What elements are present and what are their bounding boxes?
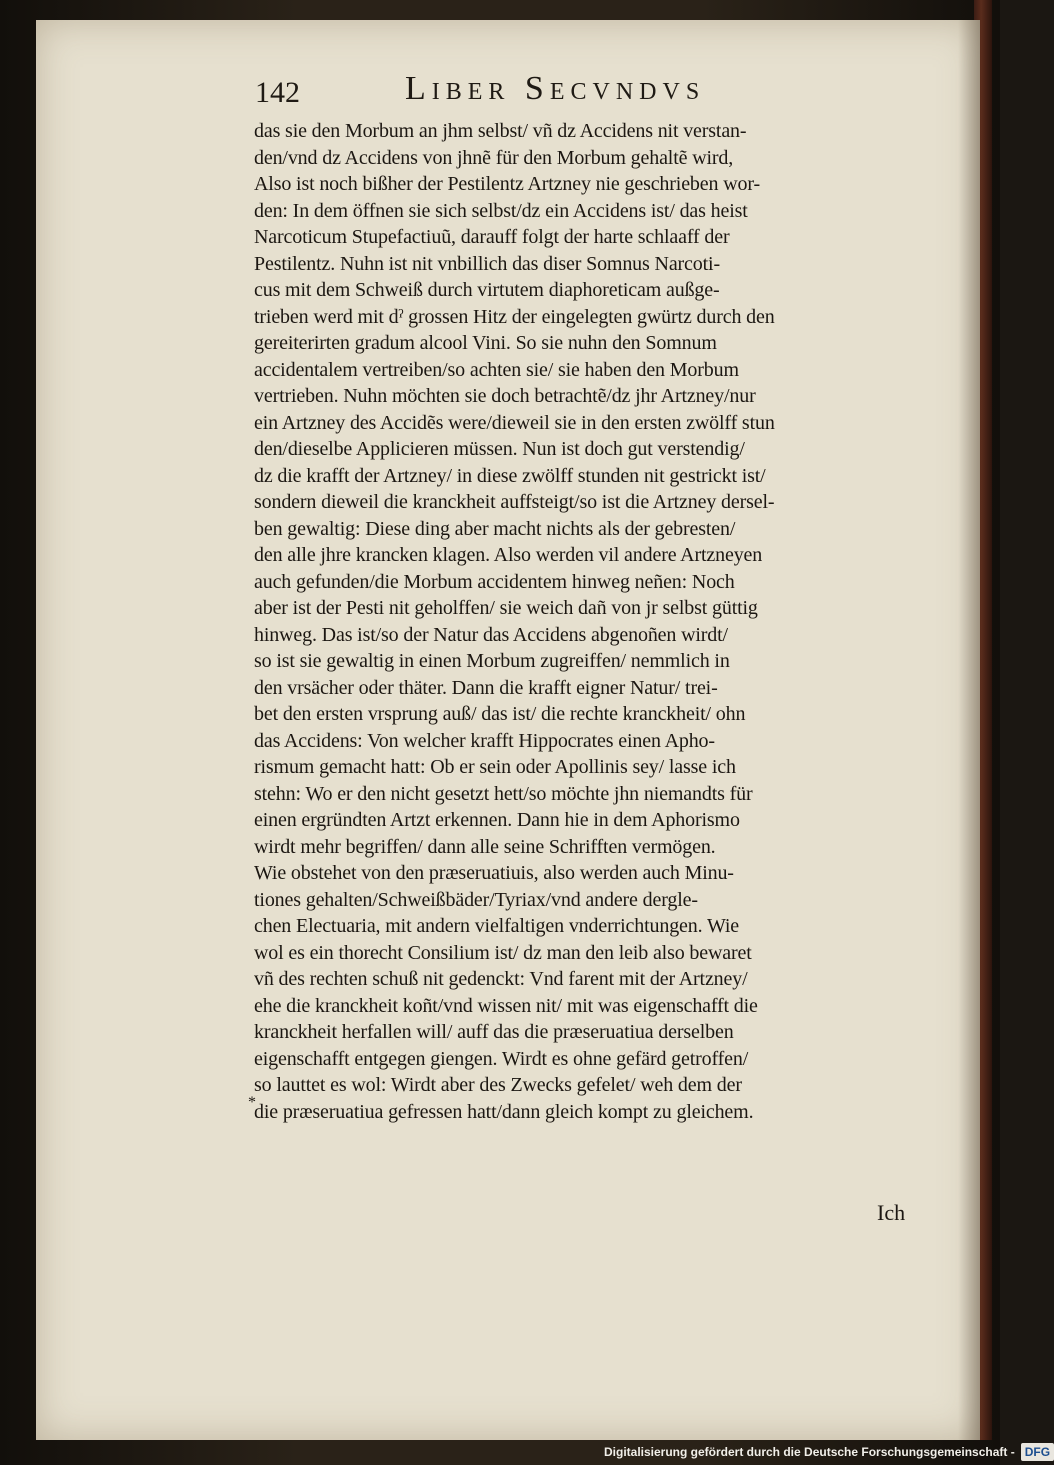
digitization-footer [604, 1441, 1054, 1463]
text-line: vertrieben. Nuhn möchten sie doch betrachtẽ/dz jhr Artzney/nur [254, 385, 756, 407]
text-line: wirdt mehr begriffen/ dann alle seine Schrifften vermögen. [254, 835, 716, 858]
dfg-logo-icon[interactable]: DFG [1021, 1443, 1054, 1461]
running-head: Liber Secvndvs [405, 70, 706, 107]
text-line: den vrsächer oder thäter. Dann die krafft eigner Natur/ trei- [254, 676, 718, 699]
text-line: eigenschafft entgegen giengen. Wirdt es ohne gefärd getroffen/ [254, 1047, 749, 1070]
text-line: den/dieselbe Applicieren müssen. Nun ist doch gut verstendig/ [254, 438, 745, 460]
text-line: vñ des rechten schuß nit gedenckt: Vnd farent mit der Artzney/ [254, 968, 748, 990]
text-line: so ist sie gewaltig in einen Morbum zugreiffen/ nemmlich in [254, 650, 730, 672]
text-line: den: In dem öffnen sie sich selbst/dz ein Accidens ist/ das heist [254, 199, 748, 222]
text-line: das Accidens: Von welcher krafft Hippocrates einen Apho- [254, 729, 715, 752]
text-line: das sie den Morbum an jhm selbst/ vñ dz Accidens nit verstan- [254, 120, 747, 142]
text-line: dz die krafft der Artzney/ in diese zwölff stunden nit gestrickt ist/ [254, 464, 766, 487]
page-header [255, 58, 815, 118]
text-line: accidentalem vertreiben/so achten sie/ sie haben den Morbum [254, 358, 739, 381]
page-number: 142 [255, 76, 300, 109]
catchword: Ich [877, 1200, 906, 1225]
text-line: ein Artzney des Accidẽs were/dieweil sie in den ersten zwölff stun [254, 411, 775, 434]
text-line: gereiterirten gradum alcool Vini. So sie nuhn den Somnum [254, 332, 717, 354]
text-line: ben gewaltig: Diese ding aber macht nichts als der gebresten/ [254, 517, 736, 540]
text-line: Wie obstehet von den præseruatiuis, also werden auch Minu- [254, 862, 734, 884]
text-line: sondern dieweil die kranckheit auffsteigt/so ist die Artzney dersel- [254, 491, 775, 513]
text-line: Pestilentz. Nuhn ist nit vnbillich das diser Somnus Narcoti- [254, 252, 720, 275]
text-line: cus mit dem Schweiß durch virtutem diaphoreticam außge- [254, 279, 720, 301]
text-line: wol es ein thorecht Consilium ist/ dz man den leib also bewaret [254, 941, 752, 964]
text-line: chen Electuaria, mit andern vielfaltigen vnderrichtungen. Wie [254, 915, 740, 937]
text-line: Narcoticum Stupefactiuũ, darauff folgt der harte schlaaff der [254, 226, 730, 248]
footer-credit: Digitalisierung gefördert durch die Deutsche Forschungsgemeinschaft - [604, 1445, 1015, 1459]
text-line: trieben werd mit dˀ grossen Hitz der eingelegten gwürtz durch den [254, 305, 775, 328]
text-line: ehe die kranckheit koñt/vnd wissen nit/ mit was eigenschafft die [254, 994, 758, 1017]
page-edge-shadow [958, 20, 980, 1440]
margin-asterisk: * [248, 1094, 256, 1111]
text-line: die præseruatiua gefressen hatt/dann gleich kompt zu gleichem. [254, 1100, 754, 1123]
text-line: bet den ersten vrsprung auß/ das ist/ die rechte kranckheit/ ohn [254, 703, 746, 725]
text-line: kranckheit herfallen will/ auff das die præseruatiua derselben [254, 1021, 734, 1043]
text-line: rismum gemacht hatt: Ob er sein oder Apollinis sey/ lasse ich [254, 756, 736, 778]
text-line: einen ergründten Artzt erkennen. Dann hie in dem Aphorismo [254, 809, 740, 831]
body-text [254, 118, 934, 1125]
text-line: tiones gehalten/Schweißbäder/Tyriax/vnd andere dergle- [254, 888, 698, 911]
text-line: den/vnd dz Accidens von jhnẽ für den Morbum gehaltẽ wird, [254, 146, 734, 169]
text-line: Also ist noch bißher der Pestilentz Artzney nie geschrieben wor- [254, 173, 760, 195]
text-line: so lauttet es wol: Wirdt aber des Zwecks gefelet/ weh dem der [254, 1074, 742, 1096]
text-line: stehn: Wo er den nicht gesetzt hett/so möchte jhn niemandts für [254, 782, 753, 805]
text-line: den alle jhre krancken klagen. Also werden vil andere Artzneyen [254, 544, 763, 566]
text-line: auch gefunden/die Morbum accidentem hinweg neñen: Noch [254, 570, 735, 593]
text-line: aber ist der Pesti nit geholffen/ sie weich dañ von jr selbst güttig [254, 597, 758, 619]
text-line: hinweg. Das ist/so der Natur das Accidens abgenoñen wirdt/ [254, 623, 728, 646]
